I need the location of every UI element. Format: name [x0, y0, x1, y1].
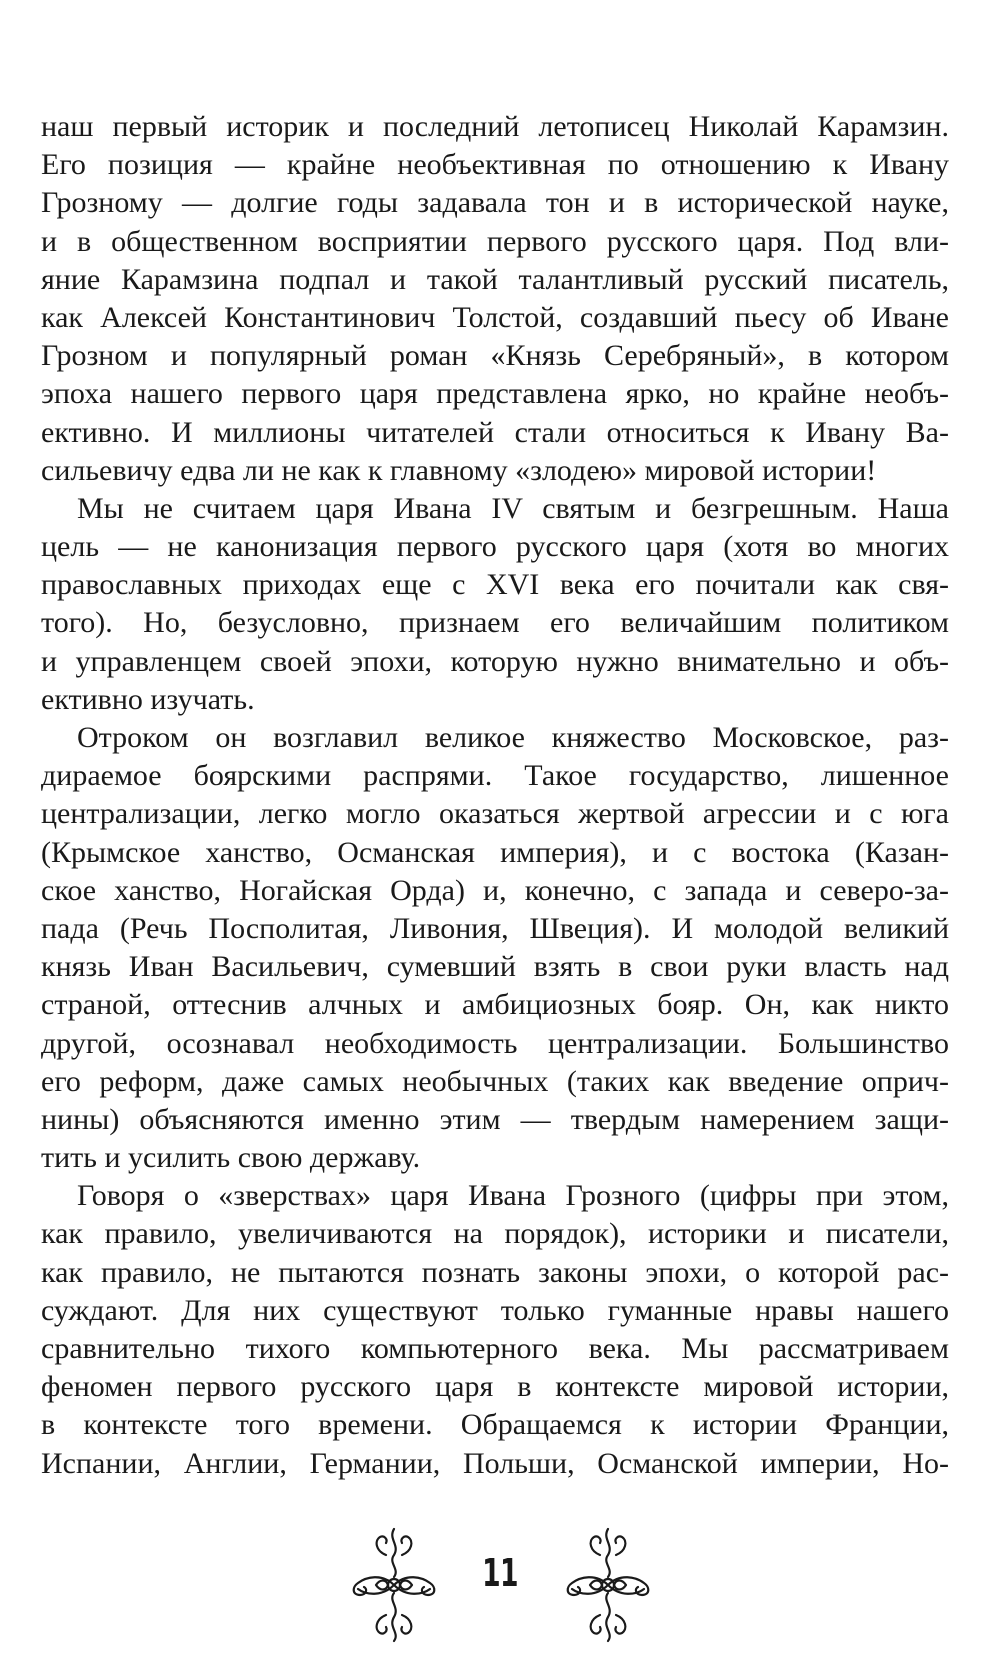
text-line: того). Но, безусловно, признаем его величайшим политиком [41, 606, 949, 640]
text-line: князь Иван Васильевич, сумевший взять в свои руки власть над [41, 950, 949, 984]
text-line: тить и усилить свою державу. [41, 1141, 421, 1175]
text-line: суждают. Для них существуют только гуманные нравы нашего [41, 1293, 949, 1327]
text-line: Говоря о «зверствах» царя Ивана Грозного (цифры при этом, [77, 1179, 949, 1213]
text-line: и управленцем своей эпохи, которую нужно внимательно и объ- [41, 644, 949, 678]
body-text [41, 108, 949, 1483]
text-line: цель — не канонизация первого русского царя (хотя во многих [41, 530, 949, 564]
text-line: яние Карамзина подпал и такой талантливый русский писатель, [41, 262, 949, 296]
text-line: Грозном и популярный роман «Князь Серебряный», в котором [41, 339, 949, 373]
floral-ornament-icon [560, 1525, 656, 1645]
text-line: его реформ, даже самых необычных (таких как введение оприч- [41, 1064, 949, 1098]
floral-ornament-icon [346, 1525, 442, 1645]
text-line: Его позиция — крайне необъективная по отношению к Ивану [41, 148, 949, 182]
text-line: страной, оттеснив алчных и амбициозных бояр. Он, как никто [41, 988, 949, 1022]
text-line: как Алексей Константинович Толстой, создавший пьесу об Иване [41, 300, 949, 334]
text-line: (Крымское ханство, Османская империя), и с востока (Казан- [41, 835, 949, 869]
text-line: ективно изучать. [41, 682, 255, 716]
text-line: дираемое боярскими распрями. Такое государство, лишенное [41, 759, 949, 793]
text-line: как правило, увеличиваются на порядок), историки и писатели, [41, 1217, 949, 1251]
text-line: другой, осознавал необходимость централизации. Большинство [41, 1026, 949, 1060]
text-line: сравнительно тихого компьютерного века. Мы рассматриваем [41, 1332, 949, 1365]
text-line: как правило, не пытаются познать законы эпохи, о которой рас- [41, 1255, 949, 1289]
text-line: Грозному — долгие годы задавала тон и в исторической науке, [41, 186, 949, 220]
text-line: пада (Речь Посполитая, Ливония, Швеция). И молодой великий [41, 911, 949, 945]
text-line: ективно. И миллионы читателей стали относиться к Ивану Ва- [41, 415, 949, 449]
text-line: централизации, легко могло оказаться жертвой агрессии и с юга [41, 797, 949, 831]
text-line: сильевичу едва ли не как к главному «злодею» мировой истории! [41, 453, 877, 487]
text-line: ское ханство, Ногайская Орда) и, конечно, с запада и северо-за- [41, 873, 949, 907]
text-line: Отроком он возглавил великое княжество Московское, раз- [77, 721, 949, 754]
text-line: православных приходах еще с XVI века его почитали как свя- [41, 568, 949, 602]
text-line: наш первый историк и последний летописец Николай Карамзин. [41, 110, 949, 143]
page-footer [0, 1525, 1000, 1645]
text-line: нины) объясняются именно этим — твердым намерением защи- [41, 1102, 949, 1136]
text-line: Испании, Англии, Германии, Польши, Османской империи, Но- [41, 1446, 949, 1480]
text-line: Мы не считаем царя Ивана IV святым и безгрешным. Наша [77, 491, 949, 525]
text-line: феномен первого русского царя в контексте мировой истории, [41, 1370, 949, 1404]
text-line: в контексте того времени. Обращаемся к истории Франции, [41, 1408, 949, 1442]
text-line: и в общественном восприятии первого русского царя. Под вли- [41, 224, 949, 258]
text-line: эпоха нашего первого царя представлена ярко, но крайне необъ- [41, 377, 949, 411]
page-number: 11 [482, 1551, 518, 1595]
